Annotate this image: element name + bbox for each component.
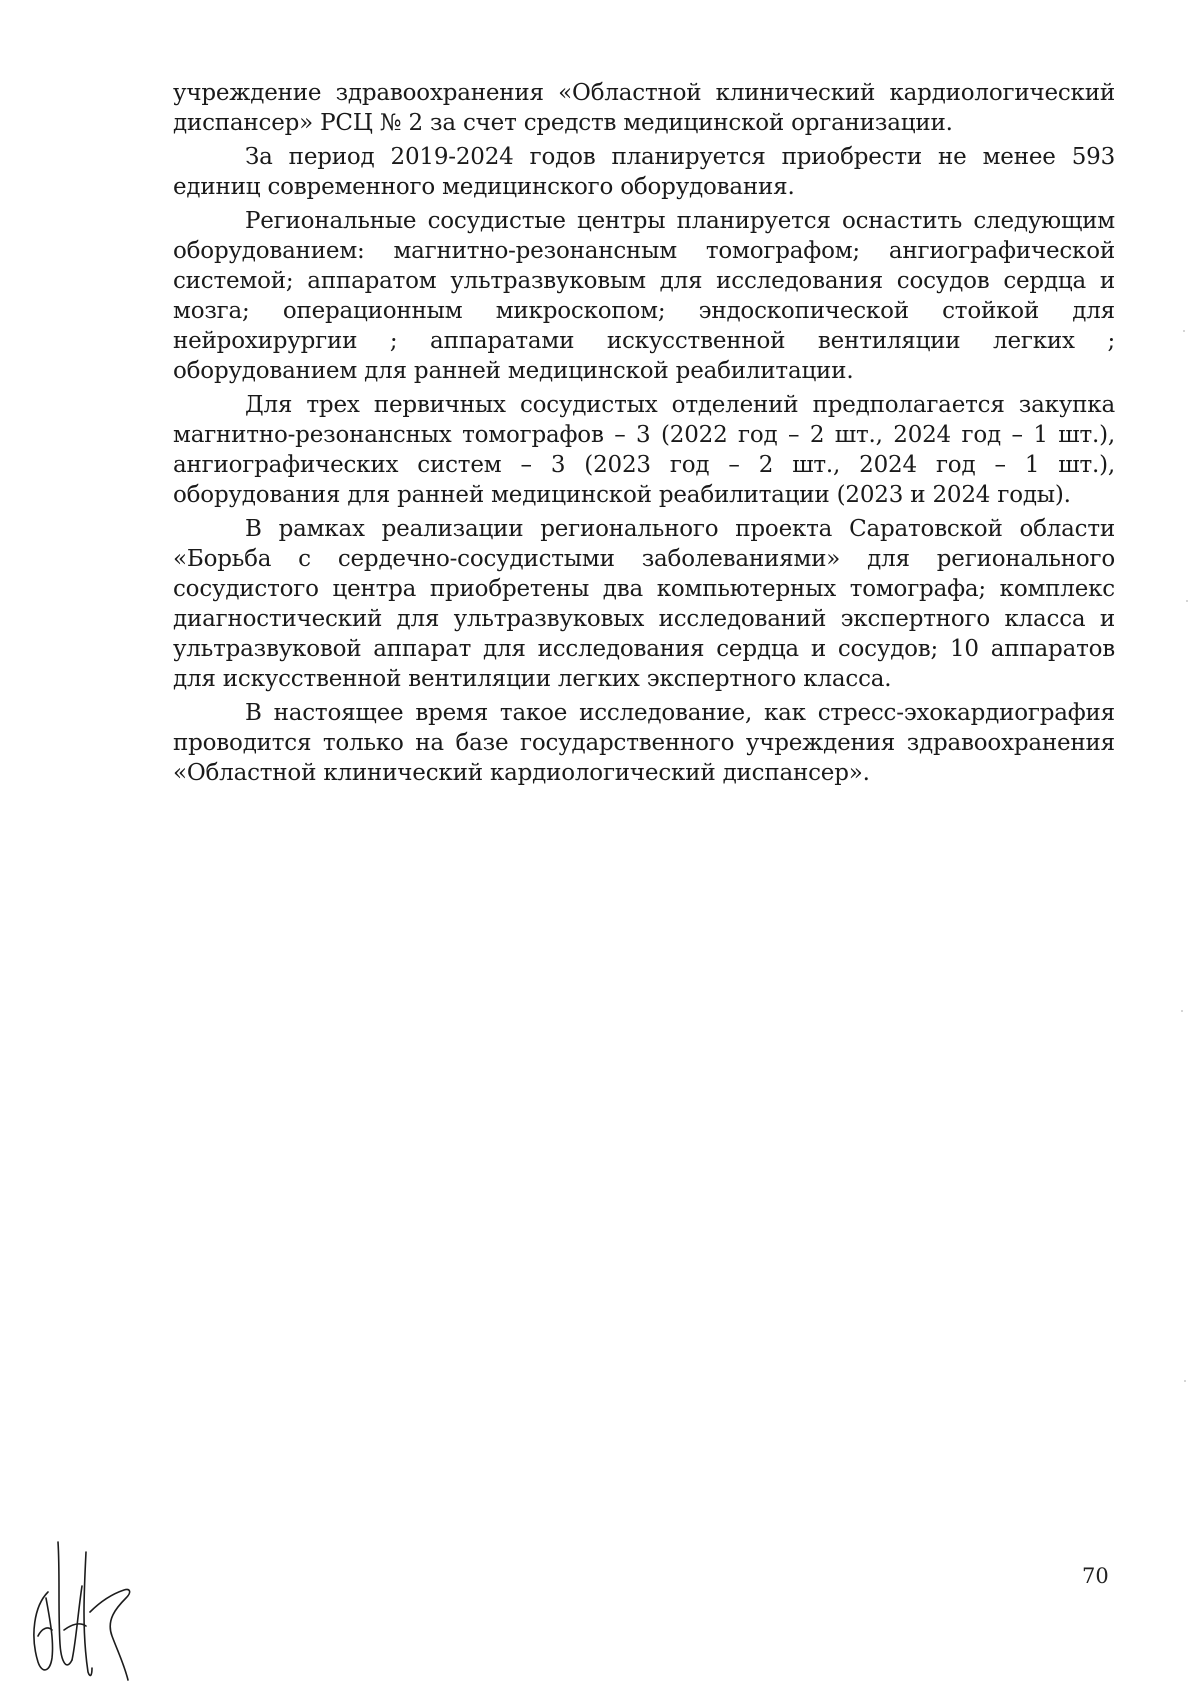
- scan-speck: [1183, 330, 1185, 332]
- document-body: [173, 78, 1115, 792]
- paragraph-2: За период 2019-2024 годов планируется приобрести не менее 593 единиц современного медицинского оборудования.: [173, 144, 1115, 200]
- paragraph-4: Для трех первичных сосудистых отделений предполагается закупка магнитно-резонансных томографов – 3 (2022 год – 2 шт., 2024 год – 1 шт.), ангиографических систем – 3 (2023 год – 2 шт., 2024 год – 1 шт.), оборудования для ранней медицинской реабилитации (2023 и 2024 годы).: [173, 392, 1115, 508]
- paragraph-3: Региональные сосудистые центры планируется оснастить следующим оборудованием: магнитно-резонансным томографом; ангиографической системой; аппаратом ультразвуковым для исследования сосудов сердца и мозга; операционным микроскопом; эндоскопической стойкой для нейрохирургии ; аппаратами искусственной вентиляции легких ; оборудованием для ранней медицинской реабилитации.: [173, 208, 1115, 384]
- signature-icon: [28, 1532, 138, 1682]
- scan-speck: [1181, 1010, 1183, 1012]
- paragraph-6: В настоящее время такое исследование, как стресс-эхокардиография проводится только на базе государственного учреждения здравоохранения «Областной клинический кардиологический диспансер».: [173, 700, 1115, 786]
- scan-speck: [1186, 600, 1188, 602]
- paragraph-5: В рамках реализации регионального проекта Саратовской области «Борьба с сердечно-сосудистыми заболеваниями» для регионального сосудистого центра приобретены два компьютерных томографа; комплекс диагностический для ультразвуковых исследований экспертного класса и ультразвуковой аппарат для исследования сердца и сосудов; 10 аппаратов для искусственной вентиляции легких экспертного класса.: [173, 516, 1115, 692]
- scan-speck: [1184, 1380, 1186, 1382]
- page-number: 70: [1082, 1564, 1109, 1588]
- paragraph-1: учреждение здравоохранения «Областной клинический кардиологический диспансер» РСЦ № 2 за счет средств медицинской организации.: [173, 80, 1115, 136]
